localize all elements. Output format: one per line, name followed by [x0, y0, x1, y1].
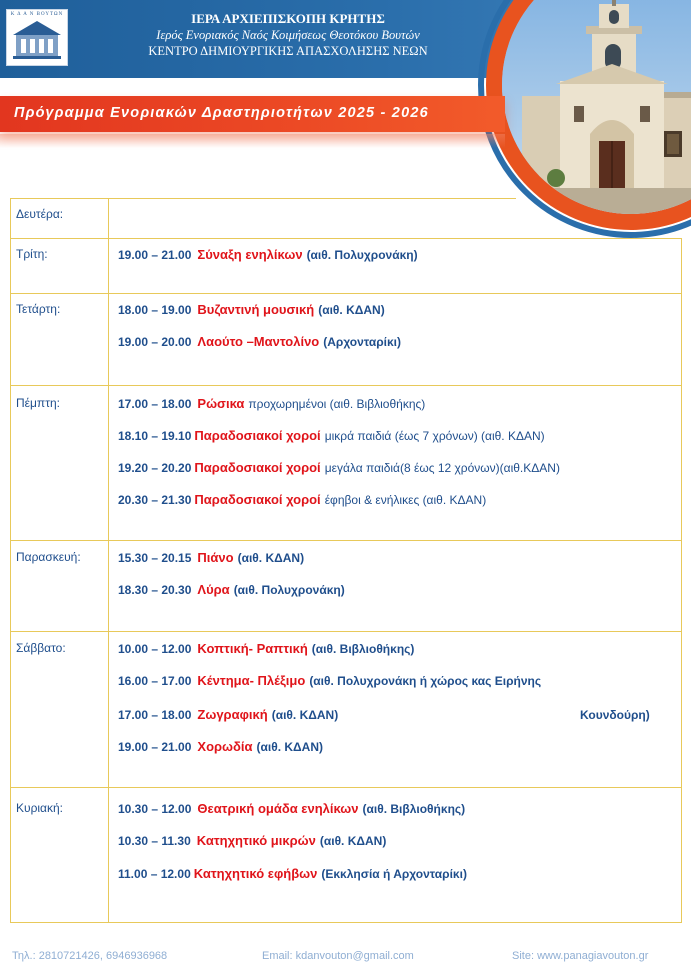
building-icon	[7, 10, 67, 65]
row-time: 17.00 – 18.00	[118, 708, 192, 722]
day-sunday: Κυριακή:	[16, 801, 64, 815]
row-activity: Ζωγραφική	[197, 707, 268, 722]
schedule-row	[118, 333, 401, 351]
schedule-row	[118, 672, 541, 690]
grid-line	[10, 198, 516, 199]
row-activity: Θεατρική ομάδα ενηλίκων	[197, 801, 359, 816]
schedule-row	[118, 865, 467, 883]
row-time: 19.20 – 20.20	[118, 461, 192, 475]
grid-line	[10, 385, 682, 386]
row-location: μεγάλα παιδιά(8 έως 12 χρόνων)(αιθ.ΚΔΑΝ)	[324, 461, 560, 475]
schedule-row	[118, 549, 304, 567]
organization-block	[78, 11, 498, 59]
row-time: 20.30 – 21.30	[118, 493, 192, 507]
row-location: (αιθ. Πολυχρονάκη)	[306, 248, 418, 262]
day-wednesday: Τετάρτη:	[16, 302, 61, 316]
org-line-archdiocese: ΙΕΡΑ ΑΡΧΙΕΠΙΣΚΟΠΗ ΚΡΗΤΗΣ	[191, 11, 385, 26]
row-activity: Παραδοσιακοί χοροί	[194, 428, 321, 443]
row-location: (Εκκλησία ή Αρχονταρίκι)	[321, 867, 467, 881]
row-time: 19.00 – 20.00	[118, 335, 192, 349]
schedule-row	[118, 706, 338, 724]
kdan-logo	[6, 9, 68, 66]
row-activity: Λύρα	[197, 582, 230, 597]
row-location: (αιθ. Πολυχρονάκη)	[233, 583, 345, 597]
row-activity: Κατηχητικό εφήβων	[193, 866, 318, 881]
day-thursday: Πέμπτη:	[16, 396, 60, 410]
row-time: 10.30 – 12.00	[118, 802, 192, 816]
row-time: 11.00 – 12.00	[118, 867, 191, 881]
grid-line	[10, 787, 682, 788]
row-time: 19.00 – 21.00	[118, 248, 192, 262]
schedule-row	[118, 800, 465, 818]
row-activity: Κατηχητικό μικρών	[196, 833, 316, 848]
program-title: Πρόγραμμα Ενοριακών Δραστηριοτήτων 2025 - 2026	[14, 105, 429, 121]
church-illustration	[502, 0, 691, 214]
row-location: (αιθ. Πολυχρονάκη ή χώρος κας Ειρήνης	[309, 674, 542, 688]
row-time: 10.00 – 12.00	[118, 642, 192, 656]
grid-line	[10, 293, 682, 294]
row-time: 17.00 – 18.00	[118, 397, 192, 411]
schedule-row	[118, 581, 345, 599]
footer-site[interactable]: Site: www.panagiavouton.gr	[512, 950, 649, 962]
grid-line	[681, 238, 682, 923]
day-saturday: Σάββατο:	[16, 641, 66, 655]
row-activity: Κοπτική- Ραπτική	[197, 641, 308, 656]
grid-line	[10, 198, 11, 923]
schedule-row	[118, 738, 323, 756]
schedule-row	[118, 832, 386, 850]
schedule-row	[118, 246, 418, 264]
row-activity: Χορωδία	[197, 739, 253, 754]
day-friday: Παρασκευή:	[16, 550, 81, 564]
row-time: 18.10 – 19.10	[118, 429, 192, 443]
row-activity: Παραδοσιακοί χοροί	[194, 492, 321, 507]
grid-line	[10, 238, 682, 239]
row-location-continuation: Κουνδούρη)	[580, 708, 650, 722]
row-activity: Λαούτο –Μαντολίνο	[197, 334, 320, 349]
schedule-row-continuation	[580, 706, 650, 724]
row-location: (αιθ. ΚΔΑΝ)	[271, 708, 339, 722]
schedule-row	[118, 427, 545, 445]
row-location: (αιθ. ΚΔΑΝ)	[237, 551, 305, 565]
schedule-row	[118, 459, 560, 477]
schedule-row	[118, 395, 425, 413]
org-line-center: ΚΕΝΤΡΟ ΔΗΜΙΟΥΡΓΙΚΗΣ ΑΠΑΣΧΟΛΗΣΗΣ ΝΕΩΝ	[148, 44, 428, 58]
grid-line	[10, 540, 682, 541]
org-line-church: Ιερός Ενοριακός Ναός Κοιμήσεως Θεοτόκου Βουτών	[156, 28, 420, 42]
grid-line	[108, 198, 109, 923]
row-activity: Ρώσικα	[197, 396, 245, 411]
day-monday: Δευτέρα:	[16, 207, 64, 221]
row-activity: Κέντημα- Πλέξιμο	[197, 673, 306, 688]
row-activity: Πιάνο	[197, 550, 234, 565]
row-activity: Σύναξη ενηλίκων	[197, 247, 303, 262]
row-location: έφηβοι & ενήλικες (αιθ. ΚΔΑΝ)	[324, 493, 487, 507]
row-location: προχωρημένοι (αιθ. Βιβλιοθήκης)	[248, 397, 426, 411]
row-time: 16.00 – 17.00	[118, 674, 192, 688]
row-location: (αιθ. ΚΔΑΝ)	[318, 303, 385, 317]
schedule-row	[118, 491, 486, 509]
row-location: (Αρχονταρίκι)	[323, 335, 401, 349]
program-title-bar	[0, 96, 505, 132]
row-activity: Βυζαντινή μουσική	[197, 302, 315, 317]
schedule-row	[118, 301, 385, 319]
footer-email[interactable]: Email: kdanvouton@gmail.com	[262, 950, 414, 962]
row-activity: Παραδοσιακοί χοροί	[194, 460, 321, 475]
row-location: (αιθ. Βιβλιοθήκης)	[311, 642, 415, 656]
row-time: 19.00 – 21.00	[118, 740, 192, 754]
grid-line	[10, 922, 682, 923]
day-tuesday: Τρίτη:	[16, 247, 48, 261]
schedule-row	[118, 640, 414, 658]
row-location: (αιθ. ΚΔΑΝ)	[256, 740, 324, 754]
grid-line	[10, 631, 682, 632]
logo-text: Κ Δ Α Ν ΒΟΥΤΩΝ	[10, 12, 64, 17]
row-location: (αιθ. Βιβλιοθήκης)	[362, 802, 466, 816]
photo-frame	[486, 0, 691, 230]
row-time: 10.30 – 11.30	[118, 834, 191, 848]
row-time: 18.30 – 20.30	[118, 583, 192, 597]
church-photo	[502, 0, 691, 214]
row-location: (αιθ. ΚΔΑΝ)	[319, 834, 387, 848]
row-location: μικρά παιδιά (έως 7 χρόνων) (αιθ. ΚΔΑΝ)	[324, 429, 545, 443]
program-bar-shadow	[0, 134, 505, 148]
row-time: 15.30 – 20.15	[118, 551, 192, 565]
row-time: 18.00 – 19.00	[118, 303, 192, 317]
footer-phone: Τηλ.: 2810721426, 6946936968	[12, 950, 168, 962]
